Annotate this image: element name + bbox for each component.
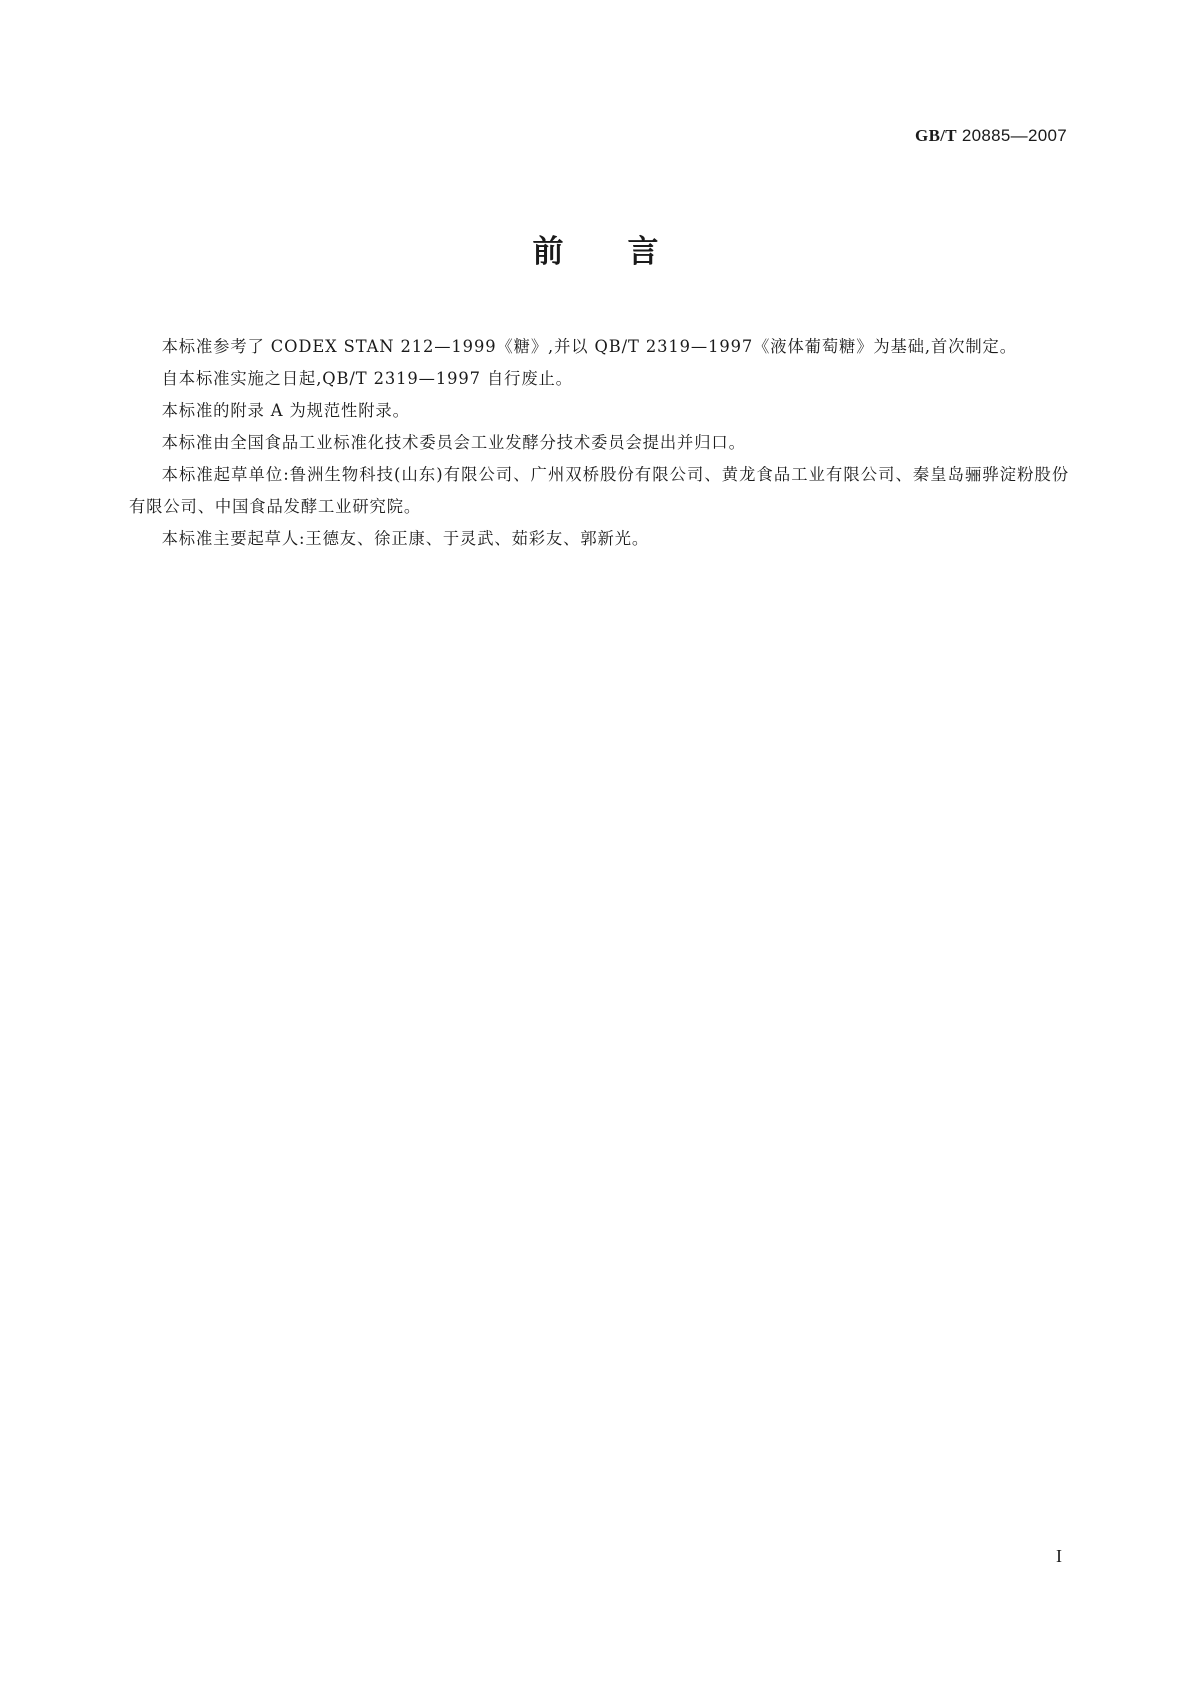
standard-code-number: 20885—2007 (961, 126, 1067, 145)
paragraph-reference: 本标准参考了 CODEX STAN 212—1999《糖》,并以 QB/T 2319—1997《液体葡萄糖》为基础,首次制定。 (161, 337, 1017, 356)
paragraph-supersede: 自本标准实施之日起,QB/T 2319—1997 自行废止。 (161, 369, 573, 388)
page-number: I (1056, 1546, 1062, 1566)
paragraph-drafters: 本标准主要起草人:王德友、徐正康、于灵武、茹彩友、郭新光。 (161, 529, 650, 548)
standard-code (915, 126, 1067, 146)
paragraph-appendix: 本标准的附录 A 为规范性附录。 (161, 401, 410, 420)
foreword-body (129, 331, 1069, 555)
standard-code-prefix: GB/T (915, 126, 957, 145)
paragraph-drafting-units: 本标准起草单位:鲁洲生物科技(山东)有限公司、广州双桥股份有限公司、黄龙食品工业有限公司、秦皇岛骊骅淀粉股份有限公司、中国食品发酵工业研究院。 (129, 465, 1069, 516)
page-title: 前言 (532, 234, 723, 270)
paragraph-committee: 本标准由全国食品工业标准化技术委员会工业发酵分技术委员会提出并归口。 (161, 433, 746, 452)
